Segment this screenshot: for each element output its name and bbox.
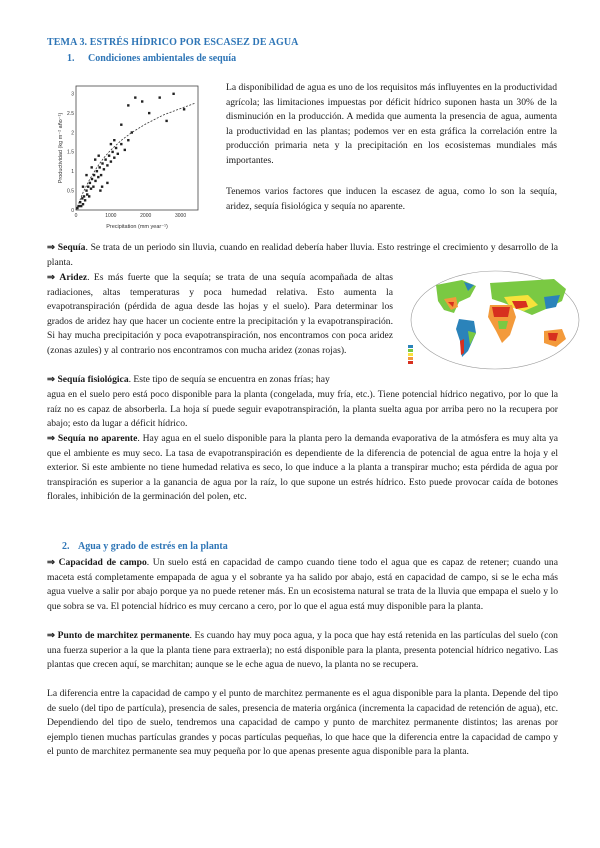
data-point <box>115 147 117 149</box>
data-point <box>108 155 110 157</box>
data-point <box>99 189 101 191</box>
data-point <box>172 93 174 95</box>
data-point <box>148 112 150 114</box>
section-1-title: Condiciones ambientales de sequía <box>88 53 237 64</box>
sequia-paragraph <box>47 241 558 270</box>
legend-swatch-green <box>408 349 413 352</box>
data-point <box>90 188 92 190</box>
data-point <box>113 139 115 141</box>
data-point <box>78 205 80 207</box>
data-point <box>127 104 129 106</box>
y-tick-label: 2 <box>71 130 74 137</box>
data-point <box>101 186 103 188</box>
y-tick-label: 1 <box>71 169 74 176</box>
arrow-icon: ⇒ <box>47 433 56 444</box>
factors-paragraph: Tenemos varios factores que inducen la escasez de agua, como lo son la sequía, aridez, sequía fisiológica y sequía no aparente. <box>226 186 557 212</box>
y-tick-label: 1.5 <box>67 149 74 156</box>
sahara <box>492 307 510 317</box>
data-point <box>82 186 84 188</box>
data-point <box>106 182 108 184</box>
data-point <box>165 120 167 122</box>
data-point <box>120 124 122 126</box>
data-point <box>91 178 93 180</box>
no-aparente-text: . Hay agua en el suelo disponible para la planta pero la demanda evaporativa de la atmósfera es muy alta ya que el ambiente es muy seco. La tasa de evapotranspiración es dependiente de la diferencia de potencial de agua entre la hoja y el exterior. Si este ambiente no tiene humedad relativa es seco, lo que induce a la planta a transpirar mucho; esta pérdida de agua por transpiración es superior a la ganancia de agua por la raíz, lo que supone un estrés hídrico. Esto puede provocar caída de botones florales, inhibición de la germinación del polen, etc. <box>47 433 559 503</box>
x-tick-label: 2000 <box>140 213 152 219</box>
x-tick-label: 1000 <box>105 213 117 219</box>
fisiologica-paragraph-top <box>47 373 396 388</box>
fit-curve <box>76 103 195 210</box>
data-point <box>127 139 129 141</box>
sequia-text: . Se trata de un periodo sin lluvia, cuando en realidad debería haber lluvia. Esto restringe el crecimiento y desarrollo de la planta. <box>47 242 558 268</box>
data-point <box>110 143 112 145</box>
data-point <box>83 195 85 197</box>
term-punto-marchitez: Punto de marchitez permanente <box>57 630 190 641</box>
data-point <box>79 201 81 203</box>
intro-paragraph: La disponibilidad de agua es uno de los requisitos más influyentes en la productividad agrícola; las limitaciones impuestas por déficit hídrico suponen hasta un 30% de la disminución en la producción. A medida que aumenta la presencia de agua, aumenta la productividad en las plantas; podemos ver en esta gráfica la correlación entre la producción primaria neta y la precipitación en los ecosistemas mundiales más importantes. <box>226 82 557 166</box>
data-point <box>104 158 106 160</box>
data-point <box>85 174 87 176</box>
term-aridez: Aridez <box>59 272 88 283</box>
y-axis-label: Productividad (kg m⁻² año⁻¹) <box>58 112 64 184</box>
y-tick-label: 0.5 <box>67 188 74 195</box>
data-point <box>111 151 113 153</box>
marchitez-text: . Es cuando hay muy poca agua, y la poca que hay está retenida en las partículas del suelo (con una fuerza superior a la que la planta tiene para extraerla); no está disponible para la planta, presenta potencial hídrico negativo. Las plantas que crecen aquí, se marchitan; aunque se le eche agua de nuevo, la planta no se recupera. <box>47 630 558 671</box>
data-point <box>94 180 96 182</box>
aridez-paragraph <box>47 271 393 359</box>
y-tick-label: 0 <box>71 207 74 214</box>
legend-swatch-yellow <box>408 353 413 356</box>
section-1-number: 1. <box>67 53 75 64</box>
aridez-text: . Es más fuerte que la sequía; se trata de una sequía acompañada de altas radiaciones, altas temperaturas y poca humedad relativa. Esto aumenta la evapotranspiración (pérdida de agua desde las hojas y el suelo). Para determinar los grados de aridez hay que hacer un cociente entre la precipitación y la evapotranspiración. Si hay mucha precipitación y poca evapotranspiración, nos encontramos con poca aridez (zonas azules) y al contrario nos encontramos con mucha aridez (zonas rojas). <box>47 272 393 356</box>
data-point <box>117 153 119 155</box>
y-tick-label: 2.5 <box>67 110 74 117</box>
x-axis-label: Precipitation (mm year⁻¹) <box>106 224 168 230</box>
data-point <box>103 168 105 170</box>
data-point <box>82 203 84 205</box>
marchitez-paragraph <box>47 629 558 673</box>
capacidad-text: . Un suelo está en capacidad de campo cuando tiene todo el agua que es capaz de retener; cuando una maceta está completamente empapada de agua y el sobrante ya ha salido por abajo, está en capacidad de campo, si se le echa más agua vuelve a salir por abajo porque ya no puede retener más. En un ecosistema natural se trata de la lluvia que empapa el suelo y lo que sobra se va. El potencial hídrico es muy cercano a cero, por lo que el agua está muy disponible para la planta. <box>47 557 558 612</box>
section-2-heading <box>62 541 228 552</box>
arrow-icon: ⇒ <box>47 557 56 568</box>
arrow-icon: ⇒ <box>47 630 56 641</box>
data-point <box>87 186 89 188</box>
legend-swatch-orange <box>408 357 413 360</box>
fisiologica-paragraph: agua en el suelo pero está poco disponible para la planta (congelada, muy fría, etc.). Tiene potencial hídrico negativo, por lo que la raíz no es capaz de absorberla. La hoja sí puede seguir evapotranspiración, la planta suelta agua por arriba pero no la recupera por abajo; esto da lugar a déficit hídrico. <box>47 389 558 430</box>
data-point <box>100 174 102 176</box>
data-point <box>124 149 126 151</box>
legend-swatch-blue <box>408 345 413 348</box>
data-point <box>97 176 99 178</box>
fisiologica-text-top: . Este tipo de sequía se encuentra en zonas frías; hay <box>128 374 330 385</box>
term-sequia: Sequía <box>57 242 86 253</box>
data-point <box>98 155 100 157</box>
data-point <box>134 96 136 98</box>
plot-frame <box>76 86 198 210</box>
data-point <box>88 195 90 197</box>
data-point <box>99 166 101 168</box>
y-tick-label: 3 <box>71 91 74 98</box>
data-point <box>106 164 108 166</box>
data-point <box>131 131 133 133</box>
section-2-title: Agua y grado de estrés en la planta <box>78 541 228 552</box>
legend-swatch-red <box>408 361 413 364</box>
data-point <box>141 100 143 102</box>
arrow-icon: ⇒ <box>47 374 56 385</box>
capacidad-paragraph <box>47 556 558 614</box>
term-sequia-no-aparente: Sequía no aparente <box>57 433 138 444</box>
world-aridity-map <box>404 269 580 370</box>
page-title: TEMA 3. ESTRÉS HÍDRICO POR ESCASEZ DE AGUA <box>47 37 299 48</box>
data-point <box>93 174 95 176</box>
no-aparente-paragraph <box>47 432 558 505</box>
data-point <box>92 186 94 188</box>
data-point <box>85 189 87 191</box>
data-point <box>110 160 112 162</box>
data-point <box>120 143 122 145</box>
data-point <box>113 157 115 159</box>
x-tick-label: 3000 <box>175 213 187 219</box>
section-1-heading <box>67 53 236 64</box>
data-point <box>94 158 96 160</box>
section-2-number: 2. <box>62 541 70 552</box>
data-point <box>89 182 91 184</box>
term-sequia-fisiologica: Sequía fisiológica <box>57 374 129 385</box>
arrow-icon: ⇒ <box>47 272 56 283</box>
arrow-icon: ⇒ <box>47 242 56 253</box>
term-capacidad-de-campo: Capacidad de campo <box>58 557 147 568</box>
precipitation-productivity-scatter <box>56 80 202 232</box>
final-paragraph: La diferencia entre la capacidad de campo y el punto de marchitez permanente es el agua disponible para la planta. Depende del tipo de suelo (del tipo de partícula), presencia de sales, presencia de materia orgánica (incrementa la capacidad de retención de agua), etc. Dependiendo del tipo de suelo, tendremos una capacidad de campo y punto de marchitez permanente distintos; las arenas por ejemplo tienen muchas partículas grandes y pocas partículas pequeñas, lo que hace que la diferencia entre la capacidad de campo y el punto de marchitez permanente sea muy pequeña por lo que apenas presente agua disponible para la planta. <box>47 688 558 758</box>
data-point <box>159 96 161 98</box>
x-tick-label: 0 <box>74 213 78 219</box>
data-point <box>96 170 98 172</box>
data-point <box>91 166 93 168</box>
data-point <box>101 162 103 164</box>
data-point <box>84 199 86 201</box>
data-point <box>183 108 185 110</box>
